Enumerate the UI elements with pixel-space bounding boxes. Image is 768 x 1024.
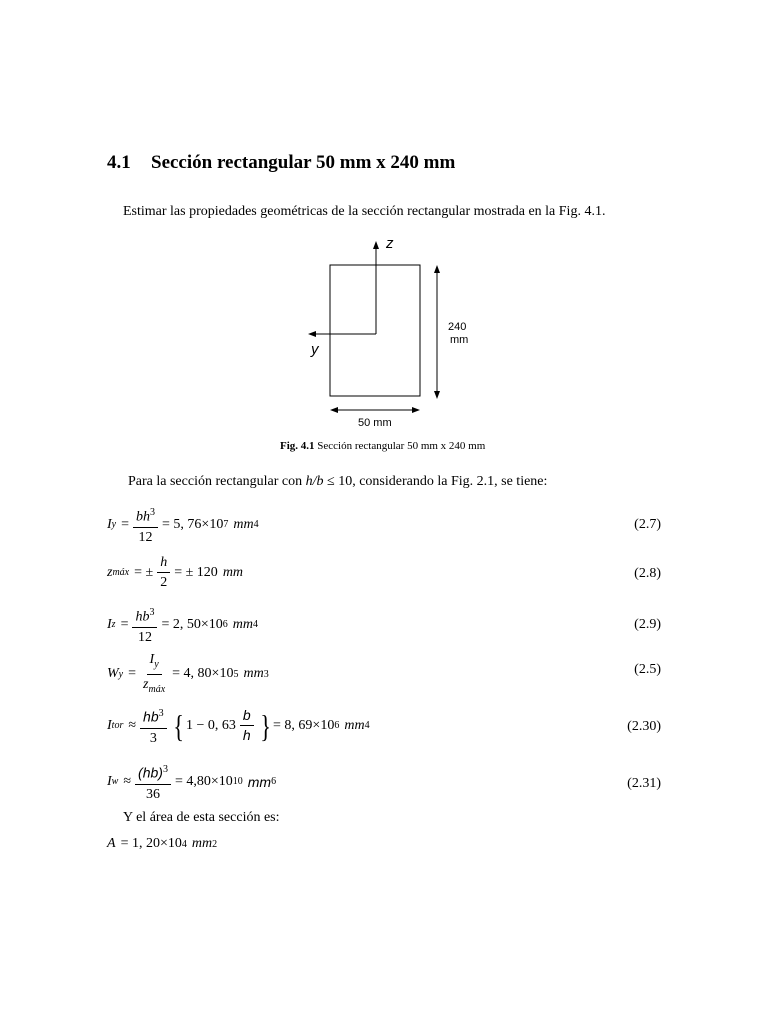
eq-unit-sup: 3	[263, 668, 269, 680]
eq-unit: mm	[233, 516, 254, 532]
eq-lhs-sub: z	[111, 619, 116, 631]
right-brace: }	[259, 707, 271, 744]
equation-number: (2.7)	[634, 517, 661, 532]
eq-exponent: 7	[223, 519, 229, 531]
equation-2-5	[107, 650, 269, 699]
y-axis-arrowhead	[308, 331, 316, 337]
eq-fraction	[132, 603, 157, 647]
eq-unit-sup: 6	[271, 776, 277, 788]
eq-numerator-sup: 3	[162, 764, 168, 775]
equation-2-8	[107, 553, 243, 592]
rectangle-section-diagram	[300, 232, 490, 432]
eq-value: = 1, 20×10	[120, 836, 182, 851]
condition-value: 10	[338, 474, 353, 489]
eq-denominator: 36	[145, 786, 160, 802]
eq-operator: = ±	[134, 564, 154, 580]
eq-lhs: I	[107, 773, 112, 789]
paragraph-tail: , considerando la Fig. 2.1, se tiene:	[352, 474, 548, 489]
eq-numerator-sup: 3	[158, 708, 164, 719]
eq-unit-sup: 4	[364, 720, 370, 732]
z-axis-label: z	[386, 235, 394, 252]
eq-exponent: 10	[232, 776, 243, 788]
equation-number: (2.31)	[627, 776, 661, 791]
eq-lhs-sub: máx	[112, 567, 130, 578]
eq-value: = 8, 69×10	[273, 717, 335, 733]
equation-2-31	[107, 760, 276, 804]
eq-lhs-sub: tor	[111, 720, 124, 732]
eq-lhs-sub: y	[111, 519, 117, 531]
eq-unit-sup: 4	[253, 619, 259, 631]
figure-caption	[280, 440, 485, 452]
eq-fraction	[140, 704, 167, 748]
condition-paragraph	[128, 474, 547, 490]
height-unit-label: mm	[450, 334, 469, 346]
section-rectangle	[330, 265, 420, 396]
eq-numerator-sup: 3	[150, 507, 156, 518]
eq-lhs: z	[107, 564, 113, 580]
eq-lhs: I	[107, 717, 112, 733]
width-arrow-right	[412, 407, 420, 413]
eq-denominator: 3	[149, 730, 157, 746]
eq-value: = 2, 50×10	[161, 616, 223, 632]
eq-numerator-sub: y	[154, 658, 159, 670]
eq-operator: ≈	[128, 717, 137, 733]
equation-2-7	[107, 503, 259, 547]
eq-fraction	[157, 553, 170, 592]
eq-value: = 4,80×10	[174, 773, 233, 789]
area-intro: Y el área de esta sección es:	[123, 810, 280, 825]
eq-numerator: hb	[135, 609, 150, 625]
eq-inner-numerator: b	[240, 706, 254, 726]
section-heading	[107, 152, 455, 174]
caption-text: Sección rectangular 50 mm x 240 mm	[317, 440, 486, 452]
eq-value: = 4, 80×10	[172, 666, 234, 682]
eq-denominator: z	[143, 676, 149, 692]
eq-fraction	[135, 760, 171, 804]
condition-operator: ≤	[327, 474, 335, 489]
eq-lhs: I	[107, 616, 112, 632]
eq-operator: =	[128, 666, 137, 682]
eq-operator: =	[121, 516, 130, 532]
eq-fraction	[140, 650, 168, 699]
section-number: 4.1	[107, 152, 131, 173]
eq-unit: mm	[344, 717, 365, 733]
eq-exponent: 5	[233, 668, 239, 680]
width-arrow-left	[330, 407, 338, 413]
intro-text: Estimar las propiedades geométricas de la sección rectangular mostrada en la Fig. 4.1.	[123, 204, 606, 219]
eq-inner-denominator: h	[242, 727, 251, 744]
eq-numerator: I	[149, 652, 155, 667]
height-arrow-top	[434, 265, 440, 273]
condition-expression	[306, 474, 353, 489]
eq-numerator: h	[157, 553, 170, 573]
eq-unit: mm	[191, 836, 213, 851]
caption-label: Fig. 4.1	[280, 440, 315, 452]
z-axis-arrowhead	[373, 241, 379, 249]
eq-unit: mm	[243, 666, 264, 682]
width-label: 50 mm	[358, 417, 392, 429]
eq-lhs: W	[107, 666, 119, 682]
eq-unit: mm	[232, 616, 254, 632]
height-value-label: 240	[448, 321, 467, 333]
eq-denominator: 12	[137, 629, 152, 645]
eq-operator: ≈	[123, 773, 132, 789]
condition-variable: h/b	[305, 474, 324, 489]
eq-operator: =	[120, 616, 129, 632]
equation-number: (2.5)	[634, 662, 661, 677]
section-title: Sección rectangular 50 mm x 240 mm	[151, 152, 456, 173]
eq-inner-fraction	[240, 706, 254, 745]
height-arrow-bottom	[434, 391, 440, 399]
eq-denominator-sub: máx	[148, 683, 166, 695]
eq-unit-sup: 4	[253, 519, 259, 531]
eq-unit-sup: 2	[212, 838, 218, 850]
eq-lhs-sub: y	[118, 668, 124, 680]
y-axis-label: y	[311, 341, 319, 358]
eq-exponent: 4	[181, 838, 187, 850]
equation-2-9	[107, 603, 258, 647]
eq-fraction	[133, 503, 158, 547]
eq-unit: mm	[222, 564, 244, 580]
eq-lhs-sub: w	[111, 776, 119, 788]
eq-lhs: A	[107, 836, 116, 851]
eq-numerator: bh	[136, 509, 151, 525]
area-equation	[107, 836, 217, 852]
eq-inner-expression: 1 − 0, 63	[185, 717, 236, 733]
figure-4-1	[300, 232, 490, 432]
equation-number: (2.9)	[634, 617, 661, 632]
eq-exponent: 6	[222, 619, 228, 631]
eq-denominator: 12	[138, 529, 153, 545]
eq-numerator-sup: 3	[149, 607, 155, 618]
eq-value: = 5, 76×10	[162, 516, 224, 532]
paragraph-lead: Para la sección rectangular con	[128, 474, 303, 489]
eq-exponent: 6	[334, 720, 340, 732]
equation-number: (2.30)	[627, 719, 661, 734]
eq-value: = ± 120	[174, 564, 218, 580]
equation-number: (2.8)	[634, 566, 661, 581]
eq-unit: mm	[247, 773, 272, 790]
eq-denominator: 2	[160, 575, 168, 590]
eq-numerator: hb	[143, 708, 159, 725]
eq-lhs: I	[107, 516, 112, 532]
left-brace: {	[172, 707, 184, 744]
equation-2-30	[107, 704, 370, 748]
eq-numerator: (hb)	[138, 764, 163, 781]
